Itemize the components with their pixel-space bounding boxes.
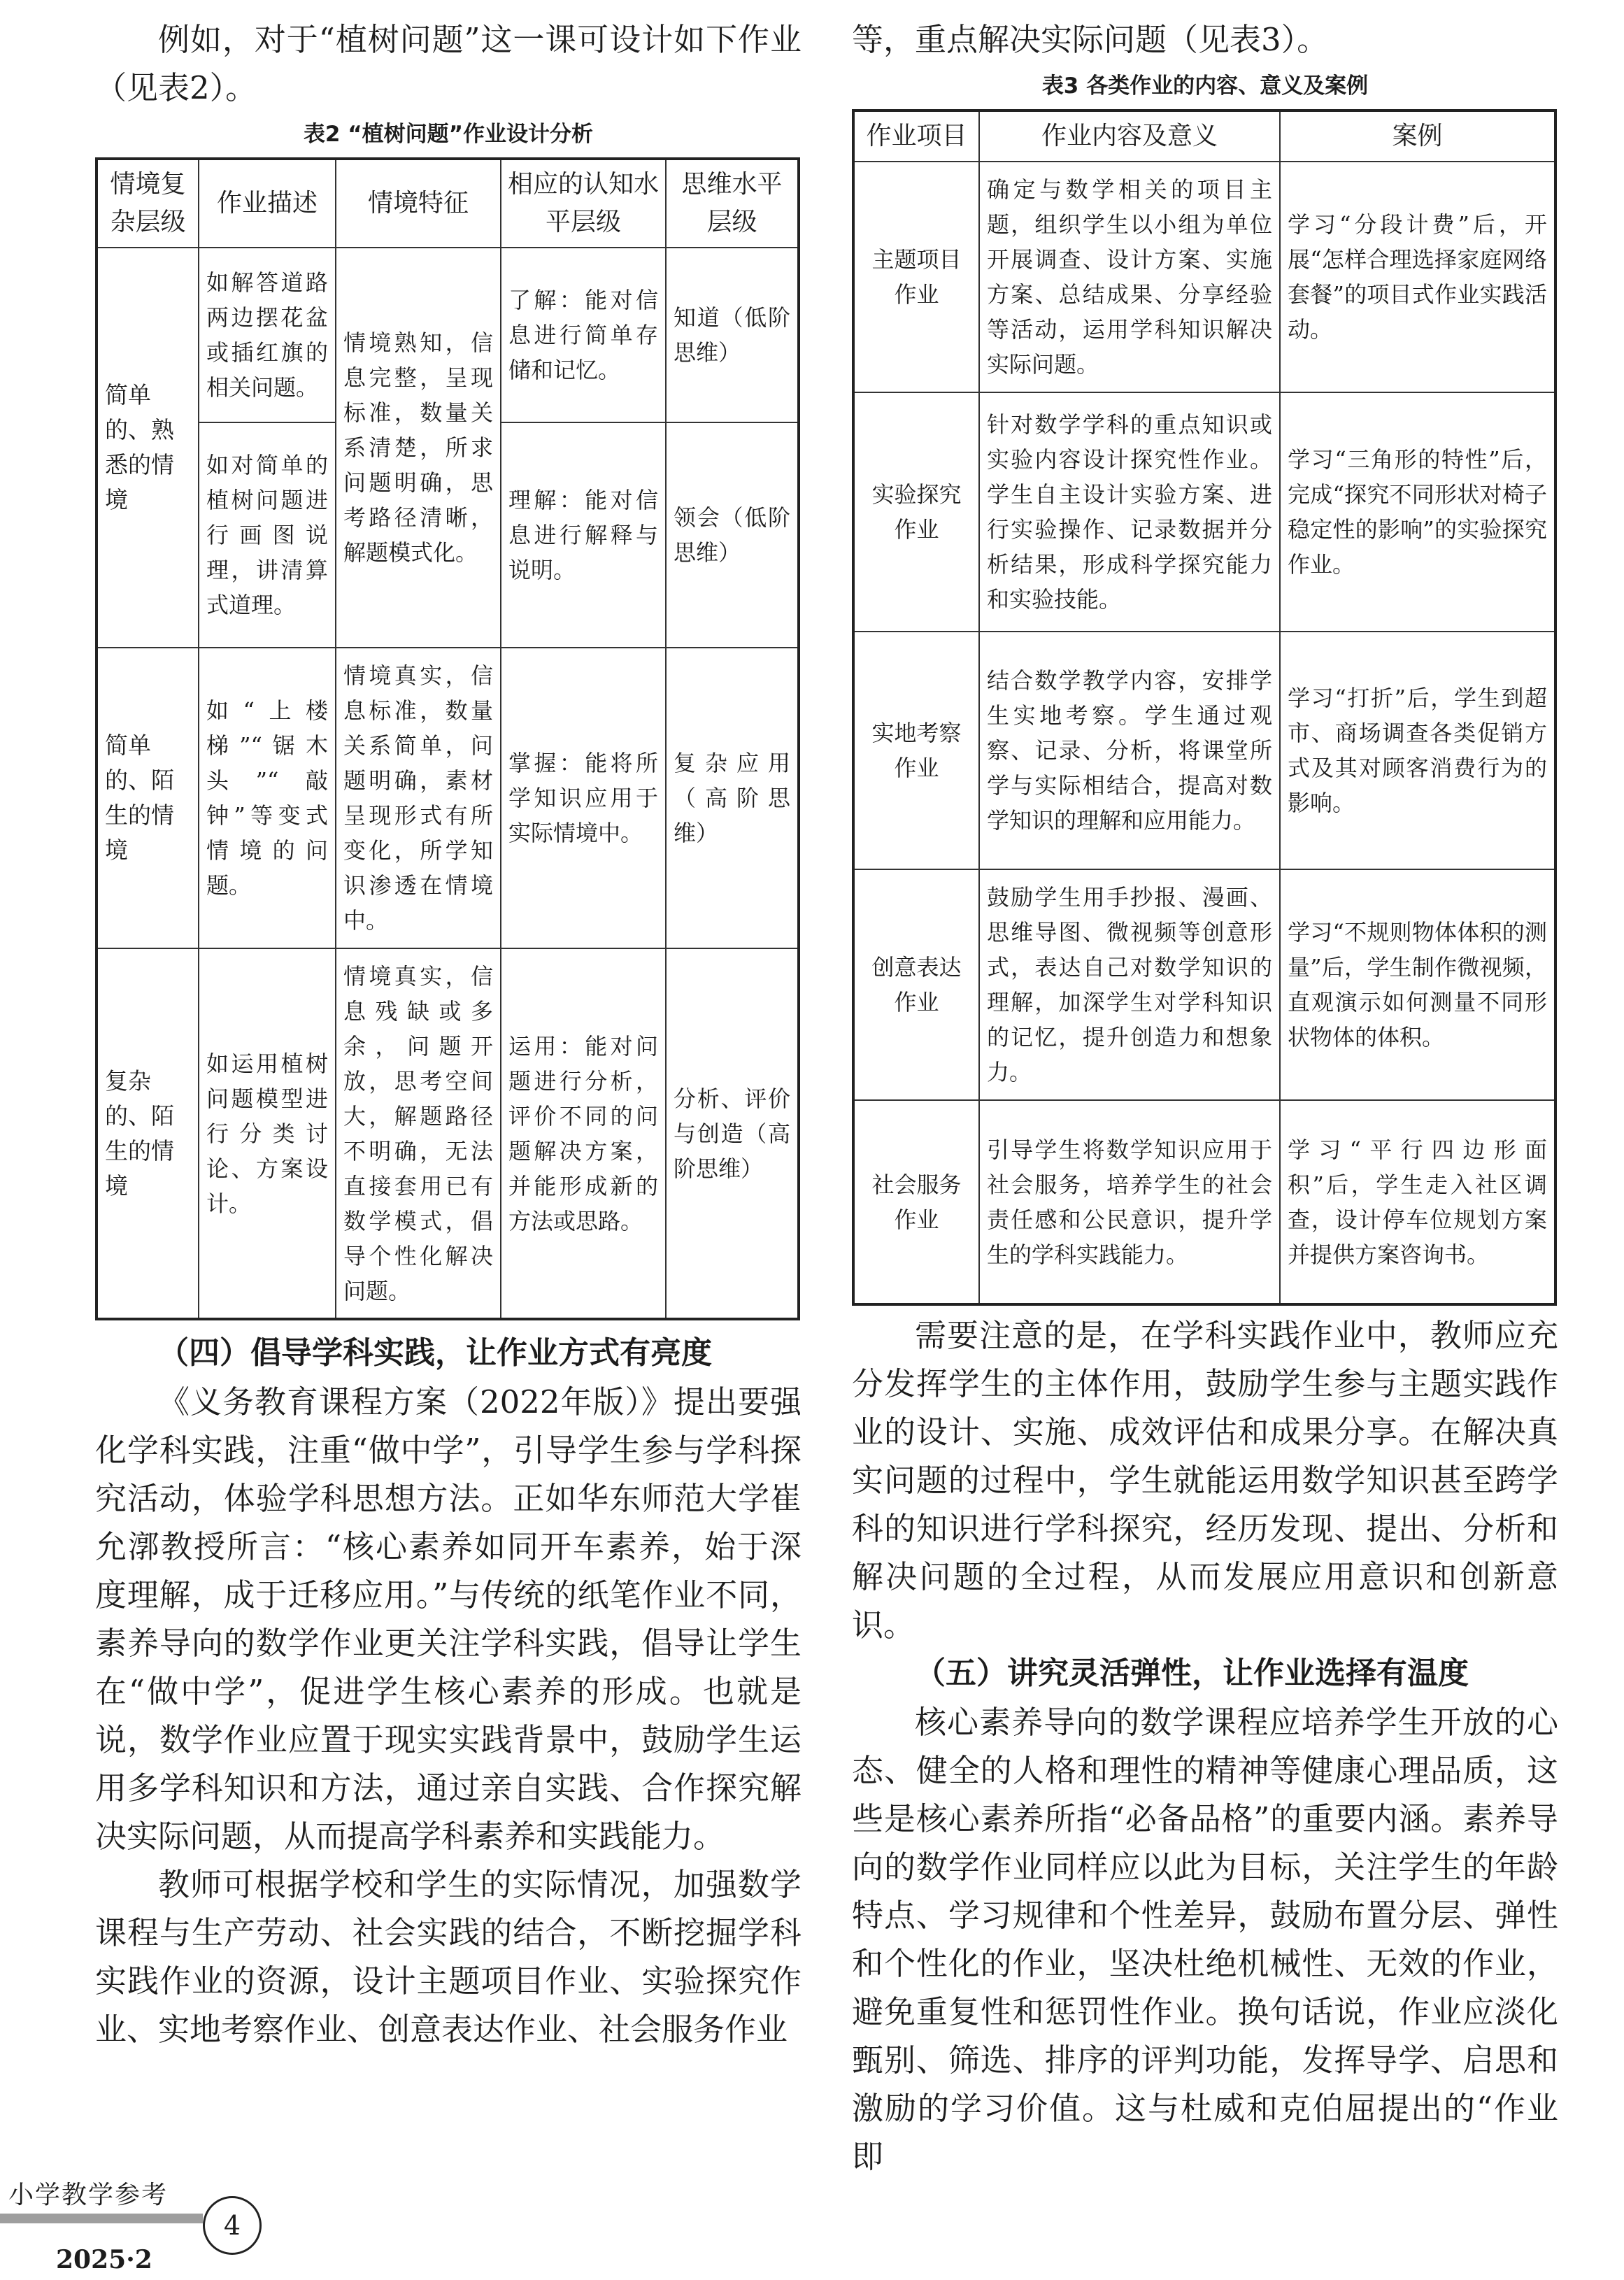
feature-cell: 情境真实，信息残缺或多余，问题开放，思考空间大，解题路径不明确，无法直接套用已有数学模式，倡导个性化解决问题。: [336, 948, 501, 1319]
page-footer: [0, 2175, 294, 2280]
table-row: [853, 392, 1555, 632]
content-cell: 鼓励学生用手抄报、漫画、思维导图、微视频等创意形式，表达自己对数学知识的理解，加深学生对学科知识的记忆，提升创造力和想象力。: [979, 869, 1280, 1100]
table-row: [97, 248, 799, 422]
cognitive-level-cell: 掌握：能将所学知识应用于实际情境中。: [501, 648, 666, 948]
feature-cell: 情境熟知，信息完整，呈现标准，数量关系清楚，所求问题明确，思考路径清晰，解题模式化。: [336, 248, 501, 648]
description-cell: 如“上楼梯”“锯木头”“敲钟”等变式情境的问题。: [199, 648, 336, 948]
description-cell: 如运用植树问题模型进行分类讨论、方案设计。: [199, 948, 336, 1319]
item-cell: 主题项目作业: [853, 162, 979, 392]
journal-name: 小学教学参考: [8, 2181, 169, 2209]
page-number: 4: [203, 2196, 262, 2255]
content-cell: 针对数学学科的重点知识或实验内容设计探究性作业。学生自主设计实验方案、进行实验操作、记录数据并分析结果，形成科学探究能力和实验技能。: [979, 392, 1280, 632]
table3-header: 作业项目: [853, 111, 979, 162]
item-cell: 实验探究作业: [853, 392, 979, 632]
table3-caption: 表3 各类作业的内容、意义及案例: [1041, 73, 1369, 99]
after-table-paragraph: 需要注意的是，在学科实践作业中，教师应充分发挥学生的主体作用，鼓励学生参与主题实践作业的设计、实施、成效评估和成果分享。在解决真实问题的过程中，学生就能运用数学知识甚至跨学科的知识进行学科探究，经历发现、提出、分析和解决问题的全过程，从而发展应用意识和创新意识。: [852, 1317, 1558, 1644]
table2: [95, 157, 800, 1320]
content-cell: 引导学生将数学知识应用于社会服务，培养学生的社会责任感和公民意识，提升学生的学科实践能力。: [979, 1100, 1280, 1304]
complexity-level-cell: 简单的、陌生的情境: [97, 648, 199, 948]
table2-header-row: [97, 159, 799, 248]
thinking-level-cell: 分析、评价与创造（高阶思维）: [666, 948, 799, 1319]
table3: [852, 109, 1557, 1306]
table2-header: 情境特征: [336, 159, 501, 248]
footer-bar: [0, 2214, 203, 2223]
continuation-text: 等，重点解决实际问题（见表3）。: [852, 21, 1329, 58]
right-column: [852, 15, 1558, 2181]
case-cell: 学习“分段计费”后，开展“怎样合理选择家庭网络套餐”的项目式作业实践活动。: [1280, 162, 1555, 392]
left-column: [95, 15, 802, 2053]
complexity-level-cell: 复杂的、陌生的情境: [97, 948, 199, 1319]
item-cell: 实地考察作业: [853, 632, 979, 869]
section5-heading: （五）讲究灵活弹性，让作业选择有温度: [915, 1655, 1469, 1691]
table2-header: 相应的认知水平层级: [501, 159, 666, 248]
table-row: [853, 162, 1555, 392]
complexity-level-cell: 简单的、熟悉的情境: [97, 248, 199, 648]
table-row: [97, 648, 799, 948]
case-cell: 学习“打折”后，学生到超市、商场调查各类促销方式及其对顾客消费行为的影响。: [1280, 632, 1555, 869]
table2-header: 情境复杂层级: [97, 159, 199, 248]
table-row: [853, 1100, 1555, 1304]
table-row: [97, 948, 799, 1319]
case-cell: 学习“三角形的特性”后，完成“探究不同形状对椅子稳定性的影响”的实验探究作业。: [1280, 392, 1555, 632]
table3-header: 案例: [1280, 111, 1555, 162]
intro-paragraph: 例如，对于“植树问题”这一课可设计如下作业（见表2）。: [95, 21, 802, 106]
section4-heading: （四）倡导学科实践，让作业方式有亮度: [158, 1335, 712, 1371]
table-row: [853, 869, 1555, 1100]
case-cell: 学习“不规则物体体积的测量”后，学生制作微视频，直观演示如何测量不同形状物体的体积。: [1280, 869, 1555, 1100]
case-cell: 学习“平行四边形面积”后，学生走入社区调查，设计停车位规划方案并提供方案咨询书。: [1280, 1100, 1555, 1304]
item-cell: 创意表达作业: [853, 869, 979, 1100]
content-cell: 结合数学教学内容，安排学生实地考察。学生通过观察、记录、分析，将课堂所学与实际相结合，提高对数学知识的理解和应用能力。: [979, 632, 1280, 869]
issue-number: 2025·2: [56, 2245, 152, 2274]
cognitive-level-cell: 理解：能对信息进行解释与说明。: [501, 422, 666, 648]
item-cell: 社会服务作业: [853, 1100, 979, 1304]
feature-cell: 情境真实，信息标准，数量关系简单，问题明确，素材呈现形式有所变化，所学知识渗透在情境中。: [336, 648, 501, 948]
table2-caption: 表2 “植树问题”作业设计分析: [303, 122, 594, 147]
table2-header: 作业描述: [199, 159, 336, 248]
content-cell: 确定与数学相关的项目主题，组织学生以小组为单位开展调查、设计方案、实施方案、总结成果、分享经验等活动，运用学科知识解决实际问题。: [979, 162, 1280, 392]
thinking-level-cell: 复杂应用（高阶思维）: [666, 648, 799, 948]
thinking-level-cell: 知道（低阶思维）: [666, 248, 799, 422]
table3-header-row: [853, 111, 1555, 162]
description-cell: 如对简单的植树问题进行画图说理，讲清算式道理。: [199, 422, 336, 648]
section5-paragraph-1: 核心素养导向的数学课程应培养学生开放的心态、健全的人格和理性的精神等健康心理品质，这些是核心素养所指“必备品格”的重要内涵。素养导向的数学作业同样应以此为目标，关注学生的年龄特点、学习规律和个性差异，鼓励布置分层、弹性和个性化的作业，坚决杜绝机械性、无效的作业，避免重复性和惩罚性作业。换句话说，作业应淡化甄别、筛选、排序的评判功能，发挥导学、启思和激励的学习价值。这与杜威和克伯屈提出的“作业即: [852, 1704, 1558, 2175]
section4-paragraph-1: 《义务教育课程方案（2022年版）》提出要强化学科实践，注重“做中学”，引导学生参与学科探究活动，体验学科思想方法。正如华东师范大学崔允漷教授所言：“核心素养如同开车素养，始于深度理解，成于迁移应用。”与传统的纸笔作业不同，素养导向的数学作业更关注学科实践，倡导让学生在“做中学”，促进学生核心素养的形成。也就是说，数学作业应置于现实实践背景中，鼓励学生运用多学科知识和方法，通过亲自实践、合作探究解决实际问题，从而提高学科素养和实践能力。: [95, 1383, 802, 1855]
description-cell: 如解答道路两边摆花盆或插红旗的相关问题。: [199, 248, 336, 422]
cognitive-level-cell: 运用：能对问题进行分析，评价不同的问题解决方案，并能形成新的方法或思路。: [501, 948, 666, 1319]
section4-paragraph-2: 教师可根据学校和学生的实际情况，加强数学课程与生产劳动、社会实践的结合，不断挖掘学科实践作业的资源，设计主题项目作业、实验探究作业、实地考察作业、创意表达作业、社会服务作业: [95, 1866, 802, 2048]
table2-header: 思维水平层级: [666, 159, 799, 248]
table3-header: 作业内容及意义: [979, 111, 1280, 162]
thinking-level-cell: 领会（低阶思维）: [666, 422, 799, 648]
table-row: [853, 632, 1555, 869]
cognitive-level-cell: 了解：能对信息进行简单存储和记忆。: [501, 248, 666, 422]
